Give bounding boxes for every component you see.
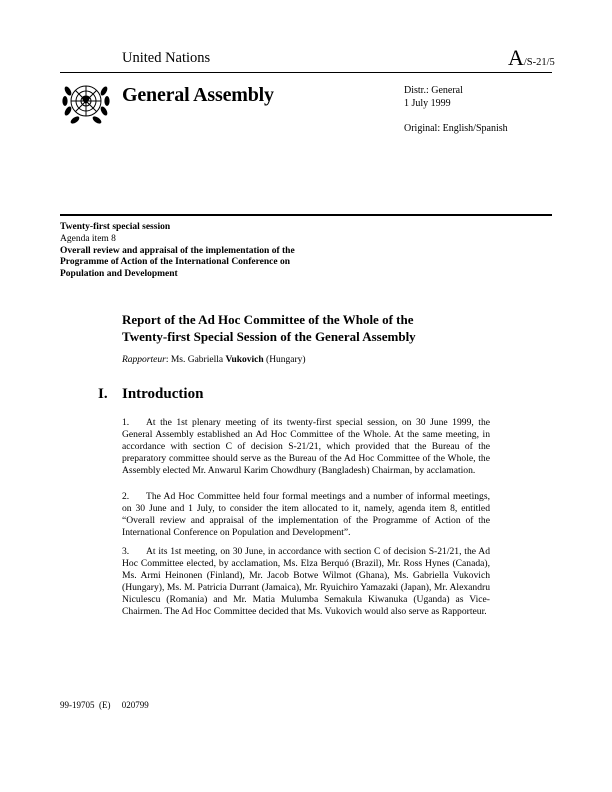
- agenda-item: Agenda item 8: [60, 233, 116, 244]
- organization-name: United Nations: [122, 50, 211, 66]
- report-title-line: Twenty-first Special Session of the General Assembly: [122, 328, 416, 344]
- rapporteur-label: Rapporteur: [122, 355, 166, 365]
- organ-title: General Assembly: [122, 84, 274, 106]
- document-symbol-sub: /S-21/5: [523, 57, 555, 68]
- un-emblem-icon: [60, 77, 112, 129]
- distribution-block: [404, 84, 463, 110]
- paragraph-text: At its 1st meeting, on 30 June, in accordance with section C of decision S-21/21, the Ad Hoc Committee elected, by acclamation, Ms. Elza Berquó (Brazil), Mr. Ross Hynes (Canada), Ms. Armi Heinonen (Finland), Mr. Jacob Botwe Wilmot (Ghana), Ms. Gabriella Vukovich (Hungary), Ms. M. Patricia Durrant (Jamaica), Mr. Ryuichiro Yamazaki (Japan), Mr. Alexandru Niculescu (Romania) and Mr. Matia Mulumba Semakula Kiwanuka (Uganda) as Vice-Chairmen. The Ad Hoc Committee decided that Ms. Vukovich would also serve as Rapporteur.: [122, 546, 490, 617]
- report-title-line: Report of the Ad Hoc Committee of the Whole of the: [122, 312, 414, 327]
- document-number: 99-19705 (E) 020799: [60, 700, 149, 710]
- report-title: [122, 312, 502, 345]
- paragraph: [122, 417, 490, 477]
- agenda-item-title-line: Programme of Action of the International Conference on: [60, 257, 290, 268]
- distribution-status: Distr.: General: [404, 85, 463, 96]
- rapporteur-line: [122, 355, 306, 365]
- agenda-item-title-line: Population and Development: [60, 269, 178, 280]
- paragraph-number: 1.: [122, 417, 130, 428]
- rapporteur-prefix: : Ms. Gabriella: [165, 355, 226, 365]
- distribution-date: 1 July 1999: [404, 98, 451, 109]
- session-name: Twenty-first special session: [60, 222, 171, 232]
- agenda-block: [60, 222, 360, 281]
- document-symbol-main: A: [508, 45, 524, 70]
- paragraph: [122, 546, 490, 617]
- header-rule: [60, 72, 552, 73]
- paragraph-text: The Ad Hoc Committee held four formal meetings and a number of informal meetings, on 30 June and 1 July, to consider the item allocated to it, namely, agenda item 8, entitled “Overall review and appraisal of the implementation of the Programme of Action of the International Conference on Population and Development”.: [122, 491, 490, 538]
- section-title: Introduction: [122, 386, 204, 402]
- masthead-rule: [60, 214, 552, 216]
- section-number: I.: [98, 386, 108, 402]
- agenda-item-title-line: Overall review and appraisal of the implementation of the: [60, 245, 295, 256]
- document-symbol: [508, 45, 555, 71]
- paragraph-text: At the 1st plenary meeting of its twenty-first special session, on 30 June 1999, the General Assembly established an Ad Hoc Committee of the Whole. At the same meeting, in accordance with section C of decision S-21/21, which provided that the Bureau of the preparatory committee should serve as the Bureau of the Ad Hoc Committee of the Whole, the Assembly elected Mr. Anwarul Karim Chowdhury (Bangladesh) Chairman, by acclamation.: [122, 417, 490, 476]
- original-language: Original: English/Spanish: [404, 123, 508, 134]
- paragraph-number: 2.: [122, 491, 130, 502]
- rapporteur-country: (Hungary): [263, 355, 306, 365]
- paragraph-number: 3.: [122, 546, 130, 557]
- rapporteur-surname: Vukovich: [225, 355, 264, 365]
- paragraph: [122, 491, 490, 539]
